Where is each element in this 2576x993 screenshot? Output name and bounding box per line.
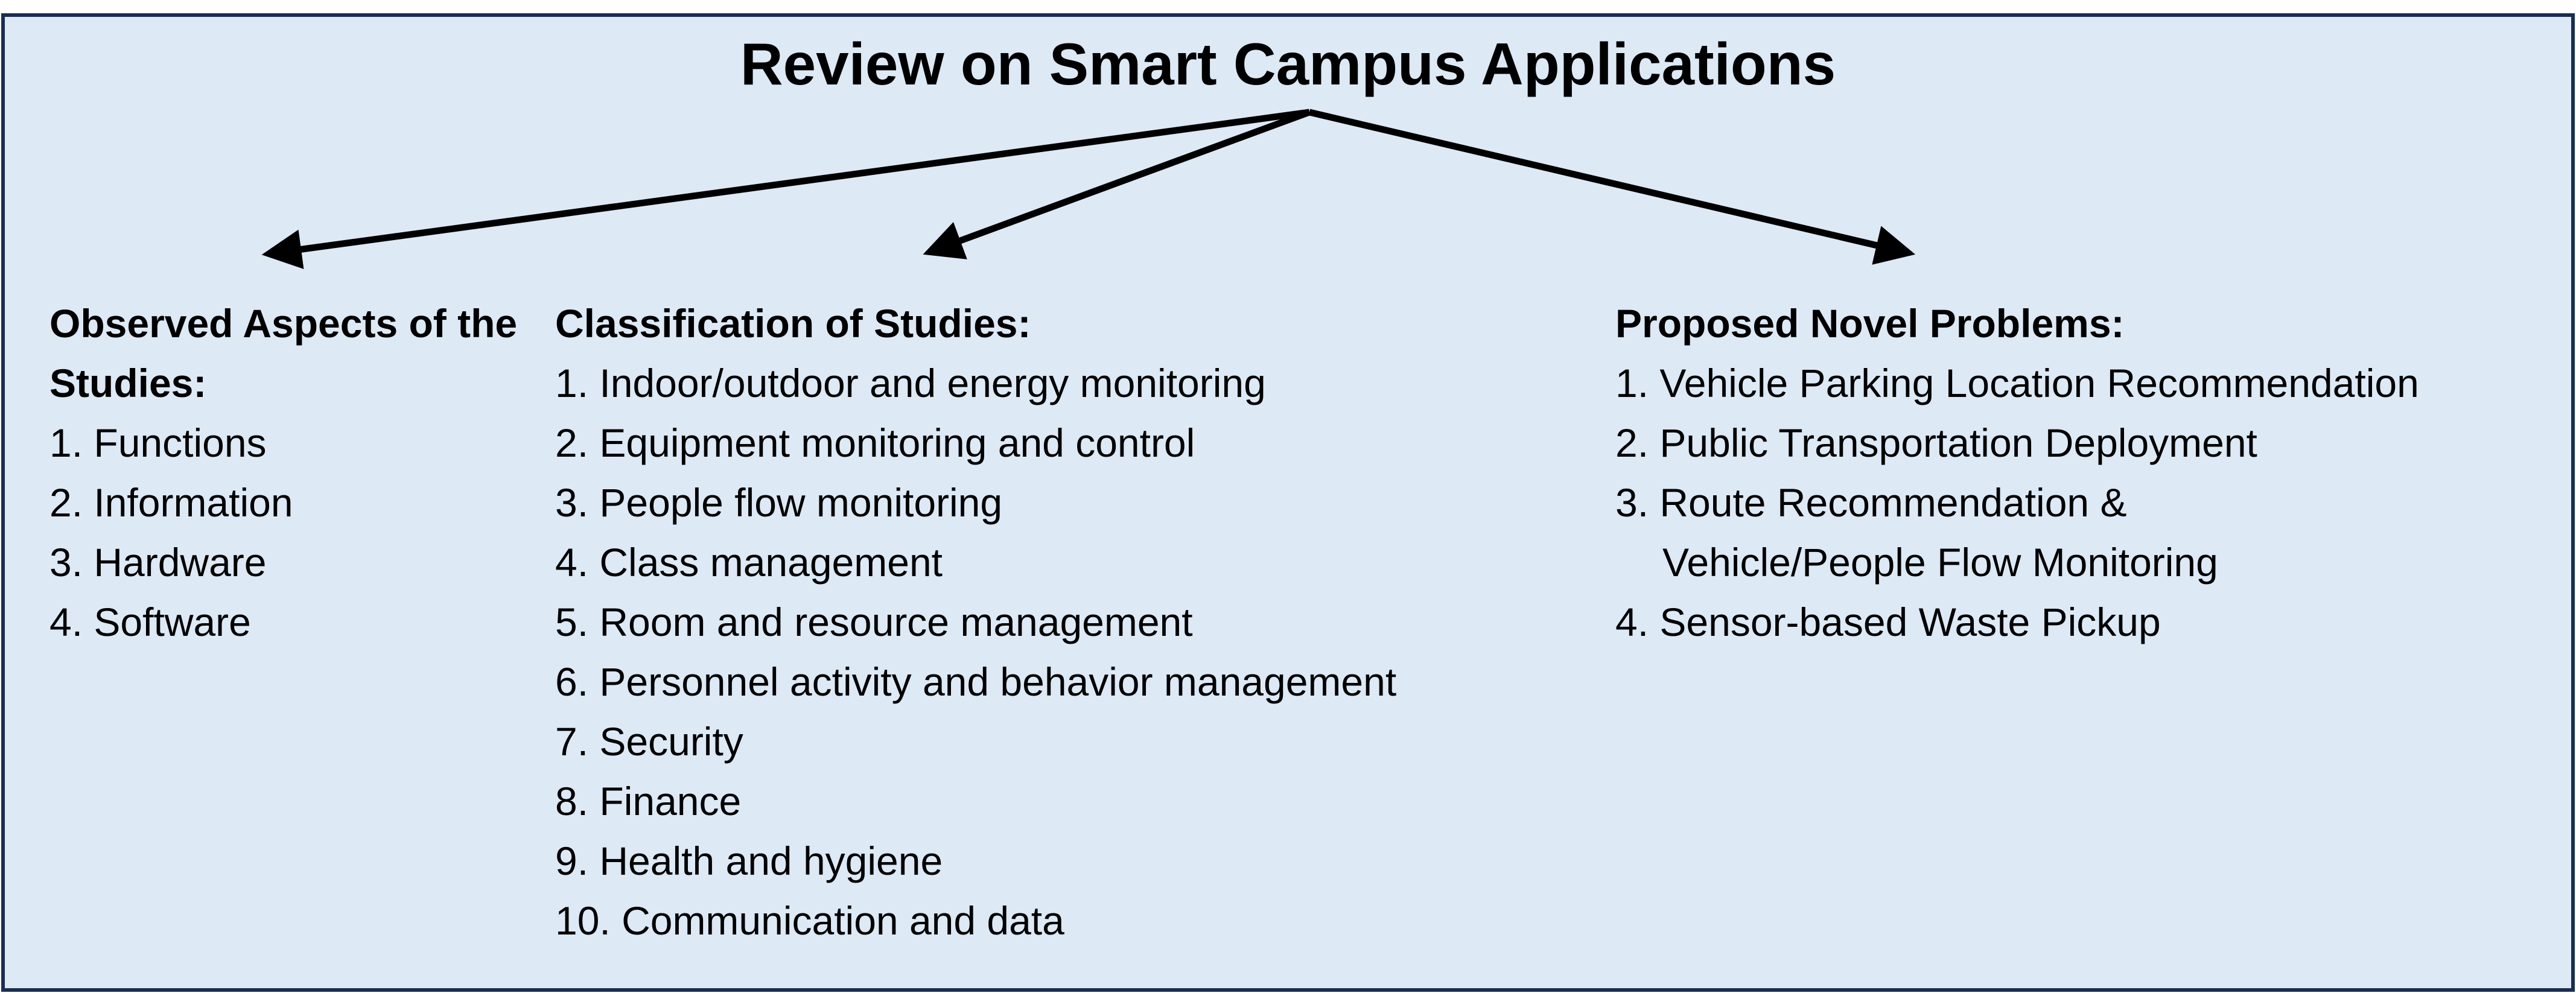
list-item: 3. Route Recommendation & <box>1615 480 2127 525</box>
list-item: 8. Finance <box>555 779 742 823</box>
list-item: 10. Communication and data <box>555 898 1064 943</box>
list-item: 5. Room and resource management <box>555 600 1193 644</box>
list-item: 2. Equipment monitoring and control <box>555 420 1195 465</box>
list-item: 3. Hardware <box>49 540 267 585</box>
list-item: 3. People flow monitoring <box>555 480 1003 525</box>
list-item: 1. Vehicle Parking Location Recommendation <box>1615 361 2419 405</box>
list-item: 4. Class management <box>555 540 943 585</box>
list-item: 2. Information <box>49 480 293 525</box>
list-item: 1. Indoor/outdoor and energy monitoring <box>555 361 1266 405</box>
observed-aspects-heading: Observed Aspects of the Studies: <box>49 301 518 405</box>
list-item-continuation: Vehicle/People Flow Monitoring <box>1662 540 2218 585</box>
diagram-title: Review on Smart Campus Applications <box>740 31 1836 97</box>
arrow-to-classification <box>932 112 1309 251</box>
observed-aspects-column <box>49 294 544 652</box>
novel-problems-column <box>1615 294 2419 652</box>
list-item: 4. Software <box>49 600 251 644</box>
list-item: 2. Public Transportation Deployment <box>1615 420 2257 465</box>
list-item: 1. Functions <box>49 420 267 465</box>
arrow-to-novel-problems <box>1309 112 1906 252</box>
novel-problems-heading: Proposed Novel Problems: <box>1615 301 2125 346</box>
list-item: 7. Security <box>555 719 743 764</box>
classification-heading: Classification of Studies: <box>555 301 1031 346</box>
list-item: 4. Sensor-based Waste Pickup <box>1615 600 2161 644</box>
list-item: 6. Personnel activity and behavior management <box>555 659 1397 704</box>
list-item: 9. Health and hygiene <box>555 839 943 883</box>
classification-column <box>555 294 1396 951</box>
arrow-to-observed-aspects <box>272 112 1309 253</box>
